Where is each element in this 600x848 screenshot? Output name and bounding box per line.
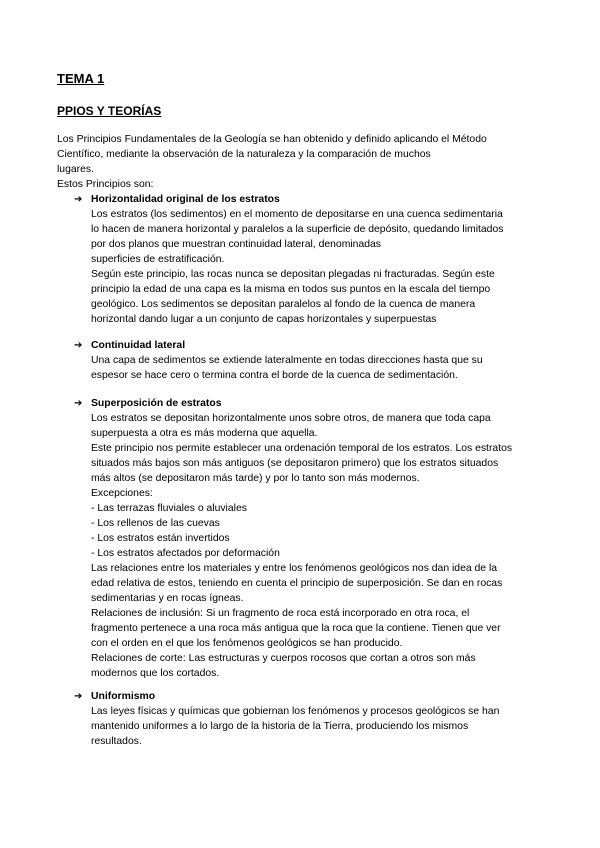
body-line: Una capa de sedimentos se extiende lateralmente en todas direcciones hasta que su bbox=[91, 355, 483, 366]
arrow-bullet-icon: ➔ bbox=[74, 194, 83, 205]
intro-line: Estos Principios son: bbox=[57, 179, 154, 190]
arrow-bullet-icon: ➔ bbox=[74, 691, 83, 702]
document-subtitle: PPIOS Y TEORÍAS bbox=[57, 104, 162, 118]
body-line: situados más bajos son más antiguos (se depositaron primero) que los estratos situados bbox=[91, 458, 499, 469]
body-line: superpuesta a otra es más moderna que aquella. bbox=[91, 428, 318, 439]
body-line: principio la edad de una capa es la misma en todos sus puntos en la escala del tiempo bbox=[91, 284, 491, 295]
section-heading bbox=[74, 192, 554, 207]
body-line: lo hacen de manera horizontal y paralelos a la superficie de depósito, quedando limitados bbox=[91, 224, 504, 235]
arrow-bullet-icon: ➔ bbox=[74, 340, 83, 351]
body-line: por dos planos que muestran continuidad lateral, denominadas bbox=[91, 239, 381, 250]
intro-line: lugares. bbox=[57, 164, 94, 175]
intro-line: Científico, mediante la observación de la naturaleza y la comparación de muchos bbox=[57, 149, 431, 160]
body-line: fragmento pertenece a una roca más antigua que la roca que la contiene. Tienen que ver bbox=[91, 623, 501, 634]
body-line: con el orden en el que los fenómenos geológicos se han producido. bbox=[91, 638, 403, 649]
body-line: espesor se hace cero o termina contra el borde de la cuenca de sedimentación. bbox=[91, 370, 458, 381]
section-title: Horizontalidad original de los estratos bbox=[91, 194, 280, 205]
body-line: Las leyes físicas y químicas que gobiernan los fenómenos y procesos geológicos se han bbox=[91, 706, 500, 717]
intro-paragraph bbox=[57, 132, 557, 192]
body-line: Excepciones: bbox=[91, 488, 153, 499]
body-line: mantenido uniformes a lo largo de la historia de la Tierra, produciendo los mismos bbox=[91, 721, 469, 732]
body-line: sedimentarias y en rocas ígneas. bbox=[91, 593, 244, 604]
body-line: horizontal dando lugar a un conjunto de capas horizontales y superpuestas bbox=[91, 314, 437, 325]
intro-line: Los Principios Fundamentales de la Geología se han obtenido y definido aplicando el Método bbox=[57, 134, 487, 145]
section-continuidad bbox=[74, 338, 554, 383]
body-line: Relaciones de corte: Las estructuras y cuerpos rocosos que cortan a otros son más bbox=[91, 653, 476, 664]
body-line: Los estratos se depositan horizontalmente unos sobre otros, de manera que toda capa bbox=[91, 413, 491, 424]
body-line: resultados. bbox=[91, 736, 142, 747]
list-item: - Los estratos afectados por deformación bbox=[91, 548, 280, 559]
section-title: Uniformismo bbox=[91, 691, 156, 702]
section-heading bbox=[74, 689, 554, 704]
body-line: edad relativa de estos, teniendo en cuenta el principio de superposición. Se dan en rocas bbox=[91, 578, 503, 589]
section-heading bbox=[74, 396, 554, 411]
section-heading bbox=[74, 338, 554, 353]
body-line: Las relaciones entre los materiales y entre los fenómenos geológicos nos dan idea de la bbox=[91, 563, 498, 574]
body-line: geológico. Los sedimentos se depositan paralelos al fondo de la cuenca de manera bbox=[91, 299, 476, 310]
document-title: TEMA 1 bbox=[57, 71, 105, 86]
section-superposicion bbox=[74, 396, 554, 681]
body-line: Según este principio, las rocas nunca se depositan plegadas ni fracturadas. Según este bbox=[91, 269, 495, 280]
section-body bbox=[91, 207, 554, 327]
section-title: Continuidad lateral bbox=[91, 340, 186, 351]
section-body bbox=[91, 353, 554, 383]
section-body bbox=[91, 704, 554, 749]
arrow-bullet-icon: ➔ bbox=[74, 398, 83, 409]
section-horizontalidad bbox=[74, 192, 554, 327]
body-line: Relaciones de inclusión: Si un fragmento de roca está incorporado en otra roca, el bbox=[91, 608, 470, 619]
section-uniformismo bbox=[74, 689, 554, 749]
list-item: - Los rellenos de las cuevas bbox=[91, 518, 220, 529]
body-line: superficies de estratificación. bbox=[91, 254, 225, 265]
body-line: Este principio nos permite establecer una ordenación temporal de los estratos. Los estratos bbox=[91, 443, 513, 454]
body-line: modernos que los cortados. bbox=[91, 668, 220, 679]
section-body bbox=[91, 411, 554, 681]
list-item: - Los estratos están invertidos bbox=[91, 533, 230, 544]
list-item: - Las terrazas fluviales o aluviales bbox=[91, 503, 247, 514]
section-title: Superposición de estratos bbox=[91, 398, 222, 409]
body-line: más altos (se depositaron más tarde) y por lo tanto son más modernos. bbox=[91, 473, 420, 484]
body-line: Los estratos (los sedimentos) en el momento de depositarse en una cuenca sedimentaria bbox=[91, 209, 503, 220]
